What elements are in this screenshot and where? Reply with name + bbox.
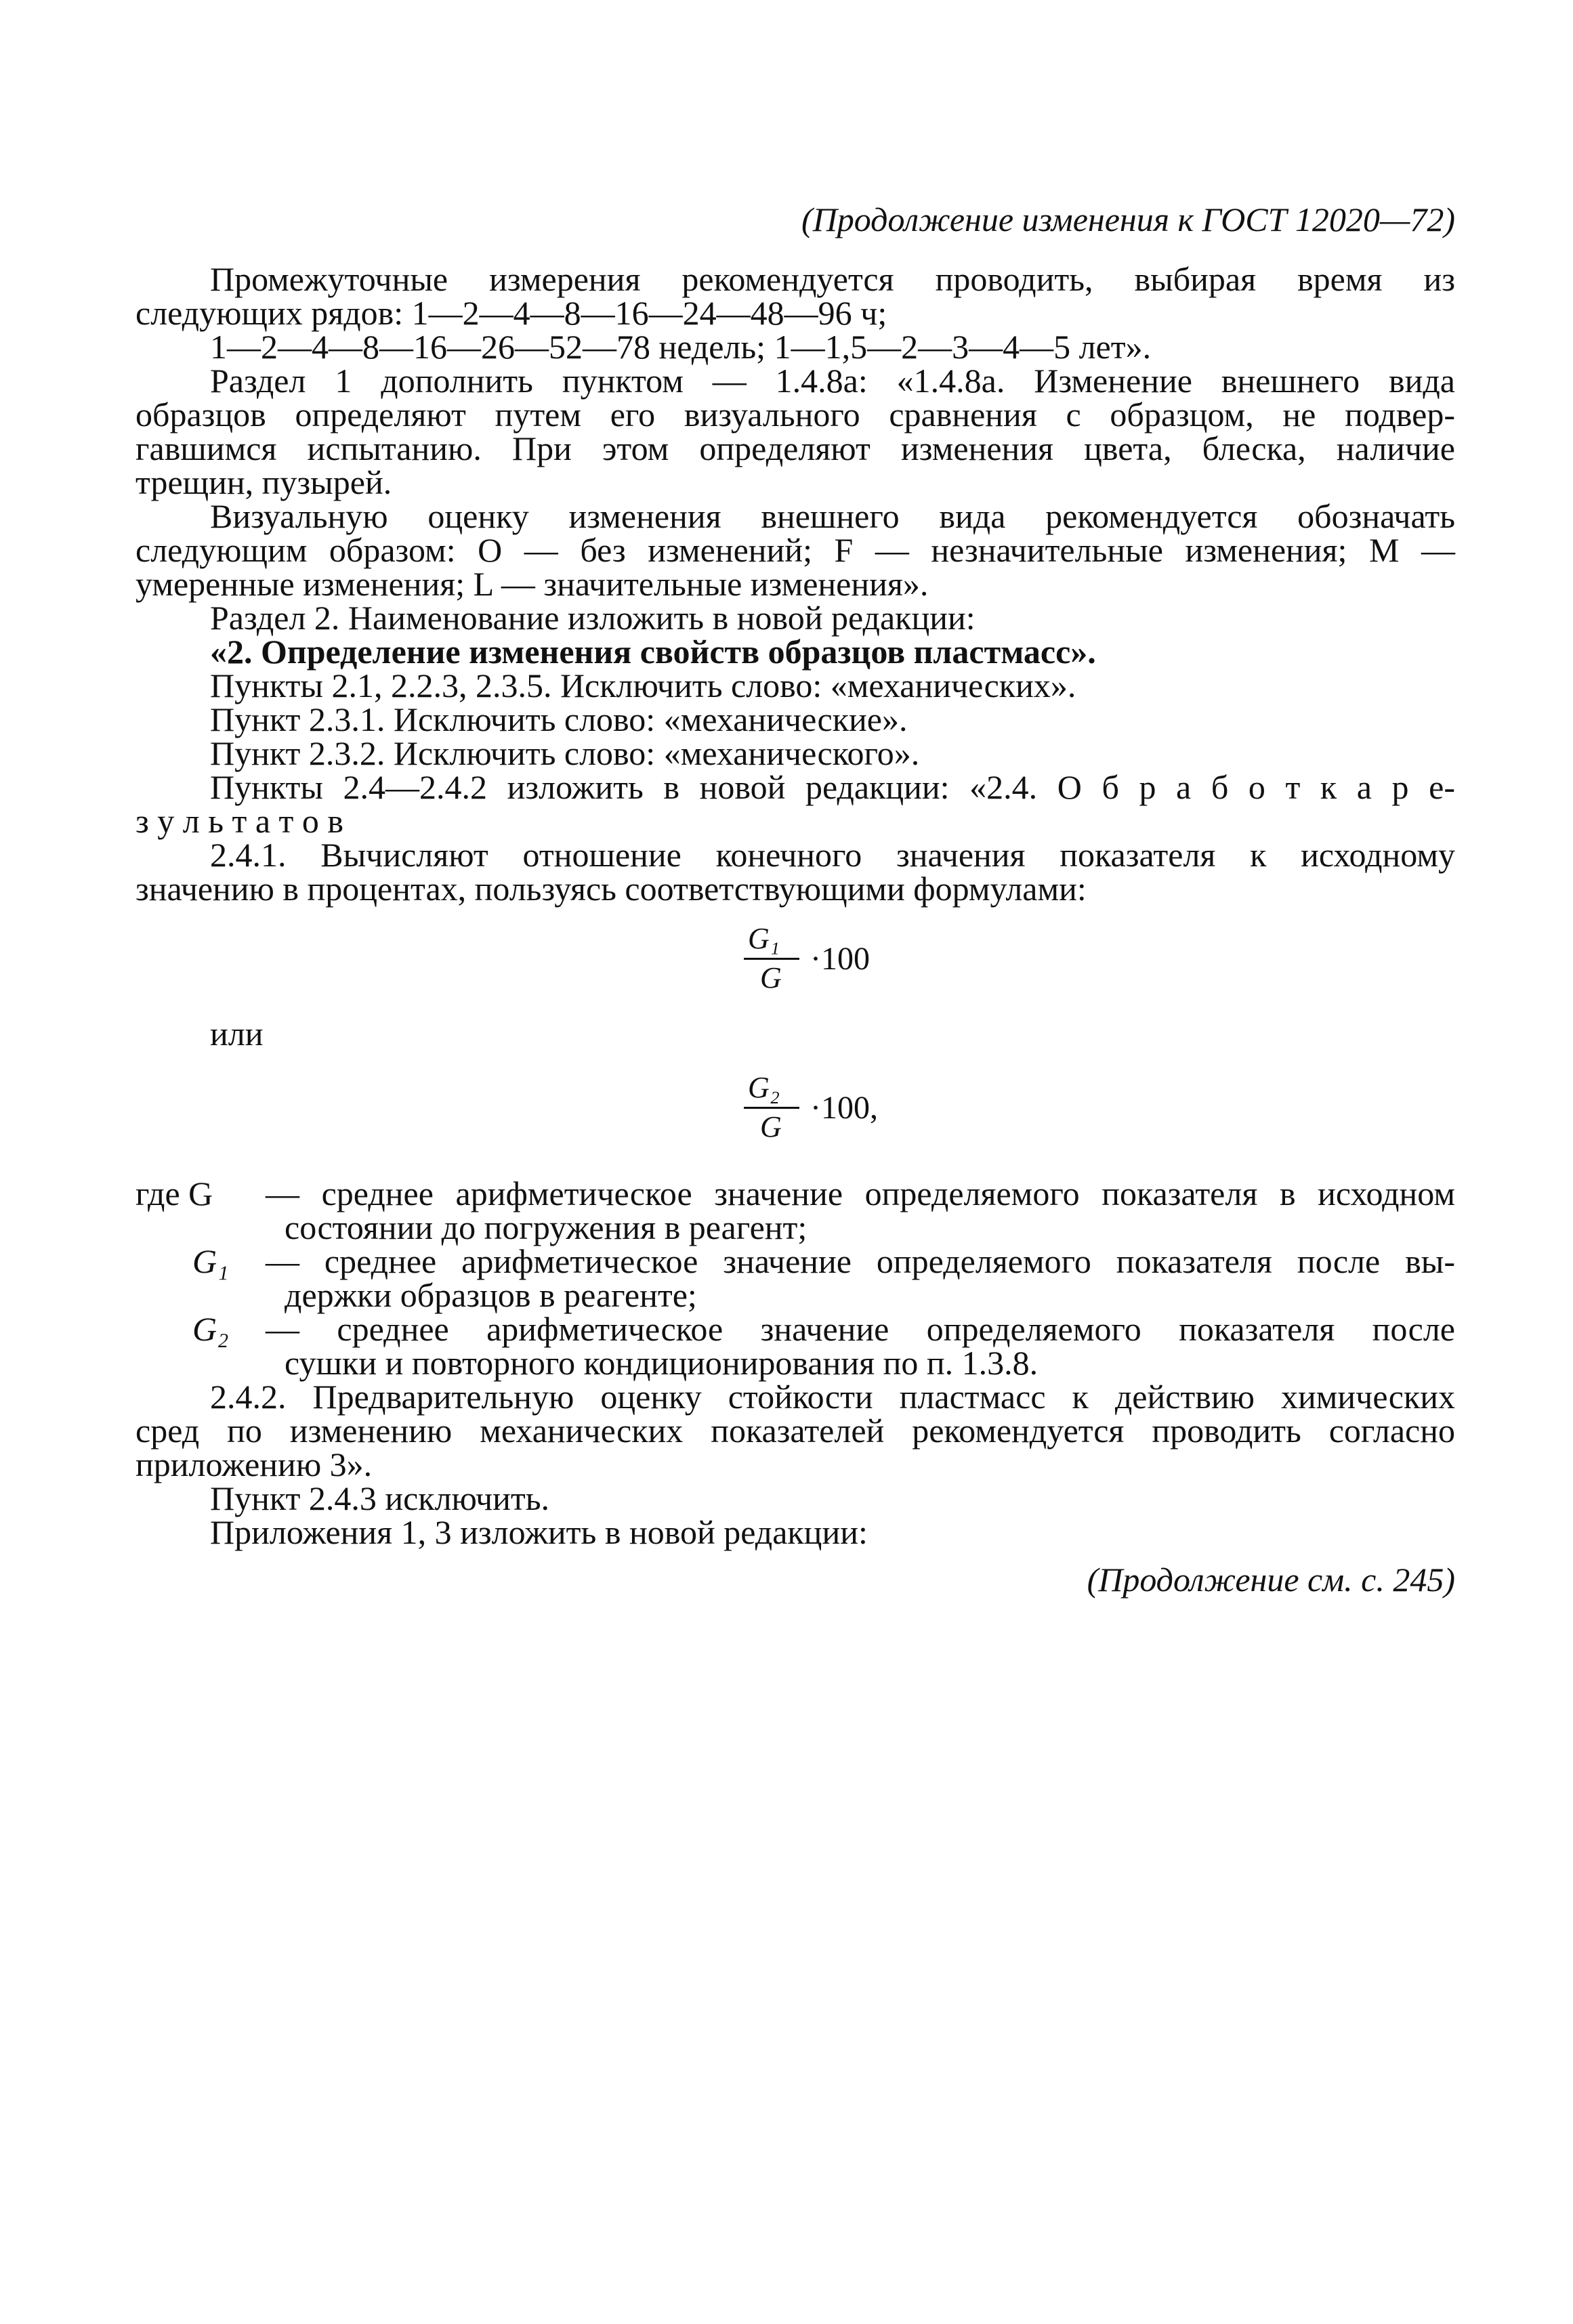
fraction-bar	[744, 958, 799, 960]
formula-1	[744, 924, 906, 1005]
where-def-line: — среднее арифметическое значение определяемого показателя после вы-	[266, 1242, 1455, 1280]
text-line: следующим образом: О — без изменений; F — незначительные изменения; М —	[135, 531, 1455, 569]
text-line: Визуальную оценку изменения внешнего вида рекомендуется обозначать	[210, 497, 1455, 535]
text-line: Пункт 2.4.3 исключить.	[210, 1479, 550, 1517]
text-line: гавшимся испытанию. При этом определяют изменения цвета, блеска, наличие	[135, 429, 1455, 467]
text-line: Пункт 2.3.1. Исключить слово: «механические».	[210, 700, 908, 738]
text-line: 1—2—4—8—16—26—52—78 недель; 1—1,5—2—3—4—5 лет».	[210, 328, 1152, 366]
text-line: следующих рядов: 1—2—4—8—16—24—48—96 ч;	[135, 294, 887, 332]
text-line: з у л ь т а т о в	[135, 802, 344, 840]
text-line: трещин, пузырей.	[135, 463, 392, 501]
fraction-bar	[744, 1107, 799, 1109]
where-def-line: состоянии до погружения в реагент;	[285, 1208, 808, 1246]
where-def-line: — среднее арифметическое значение определяемого показателя после	[266, 1310, 1455, 1348]
footer-continuation: (Продолжение см. с. 245)	[1087, 1561, 1455, 1599]
text-line: Пункты 2.1, 2.2.3, 2.3.5. Исключить слово: «механических».	[210, 667, 1076, 704]
formula-1-numerator: G₁	[748, 922, 780, 955]
text-line: Промежуточные измерения рекомендуется проводить, выбирая время из	[210, 260, 1455, 298]
section-title: «2. Определение изменения свойств образцов пластмасс».	[210, 633, 1096, 671]
text-line: Пункт 2.3.2. Исключить слово: «механического».	[210, 734, 920, 772]
where-def-line: — среднее арифметическое значение определяемого показателя в исходном	[266, 1175, 1455, 1212]
text-line: Раздел 2. Наименование изложить в новой редакции:	[210, 599, 976, 637]
formula-2	[744, 1073, 920, 1154]
text-line: сред по изменению механических показателей рекомендуется проводить согласно	[135, 1412, 1455, 1450]
text-line: значению в процентах, пользуясь соответствующими формулами:	[135, 870, 1087, 908]
formula-1-denominator: G	[760, 961, 782, 994]
where-symbol-g2: G₂	[192, 1310, 229, 1348]
where-symbol-g: где G	[135, 1175, 213, 1212]
where-def-line: держки образцов в реагенте;	[285, 1276, 697, 1314]
text-line: 2.4.1. Вычисляют отношение конечного значения показателя к исходному	[210, 836, 1455, 874]
formula-1-multiplier: ·100	[810, 941, 870, 977]
or-label: или	[210, 1015, 264, 1053]
text-line: Приложения 1, 3 изложить в новой редакции:	[210, 1513, 868, 1551]
text-line: образцов определяют путем его визуального сравнения с образцом, не подвер-	[135, 396, 1455, 434]
formula-2-denominator: G	[760, 1110, 782, 1143]
header-continuation: (Продолжение изменения к ГОСТ 12020—72)	[801, 200, 1455, 238]
where-symbol-g1: G₁	[192, 1242, 229, 1280]
text-line: Раздел 1 дополнить пунктом — 1.4.8а: «1.4.8а. Изменение внешнего вида	[210, 362, 1455, 400]
formula-2-numerator: G₂	[748, 1071, 780, 1104]
text-line: 2.4.2. Предварительную оценку стойкости пластмасс к действию химических	[210, 1378, 1455, 1416]
text-line: Пункты 2.4—2.4.2 изложить в новой редакции: «2.4. О б р а б о т к а р е-	[210, 768, 1455, 806]
text-line: приложению 3».	[135, 1445, 373, 1483]
where-def-line: сушки и повторного кондиционирования по п. 1.3.8.	[285, 1344, 1039, 1382]
text-line: умеренные изменения; L — значительные изменения».	[135, 565, 929, 603]
formula-2-multiplier: ·100,	[810, 1090, 878, 1126]
